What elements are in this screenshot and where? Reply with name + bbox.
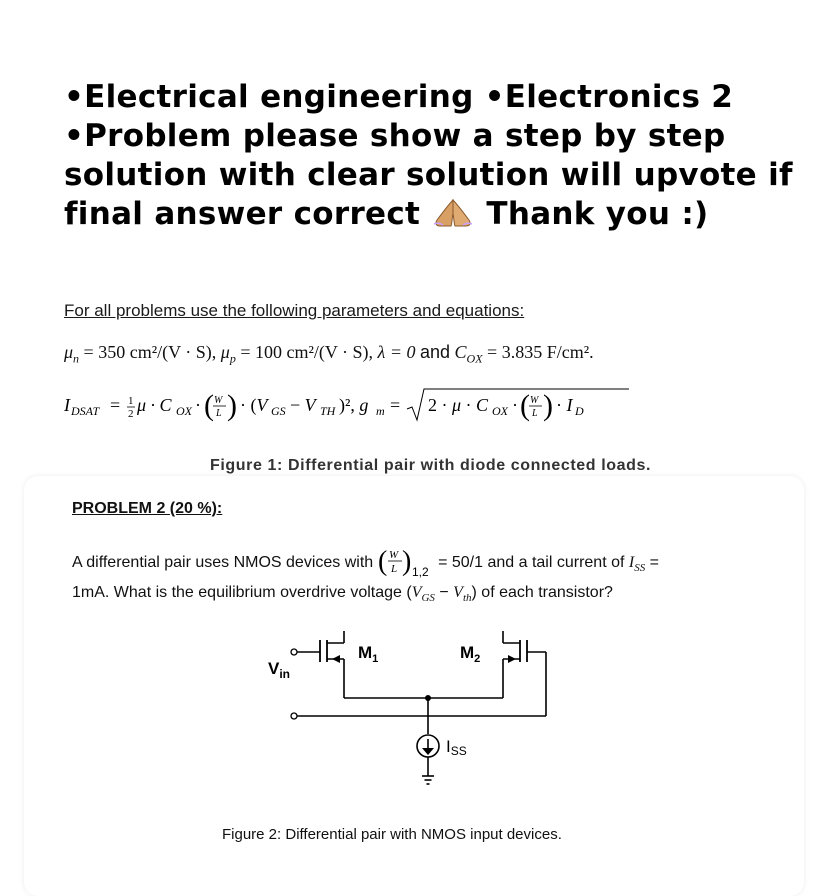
svg-text:· I: · I xyxy=(556,395,573,415)
mu-p-value: 100 cm²/(V · S), xyxy=(254,342,374,362)
question-note xyxy=(64,78,793,234)
problem-statement-line-1: A differential pair uses NMOS devices with ( W L ) 1,2 = 50/1 and a tail current of $I_{SS}$ = xyxy=(72,546,659,579)
vin-label: $V_{in}$ xyxy=(268,659,291,681)
cox-value: = 3.835 F/cm². xyxy=(487,342,594,362)
note-line-4b: Thank you :) xyxy=(486,196,709,232)
svg-text:OX: OX xyxy=(176,404,192,418)
parameters-line: $\mu_n = 350$ cm²/(V · S), $\mu_p = 100$ cm²/(V · S), λ = 0 and $C_{OX} = 3.835$ F/cm². xyxy=(64,342,594,366)
svg-text:L: L xyxy=(532,408,538,419)
svg-text:TH: TH xyxy=(320,404,336,418)
iss-label: ISS xyxy=(446,737,467,758)
m1-label: $M_1$ xyxy=(358,643,379,665)
svg-text:1: 1 xyxy=(128,395,134,407)
svg-text:(: ( xyxy=(204,389,214,422)
m2-label: $M_2$ xyxy=(460,643,481,665)
svg-text:): ) xyxy=(401,546,411,577)
svg-text:=: = xyxy=(390,395,401,415)
svg-text:=: = xyxy=(110,395,121,415)
figure-caption: Figure 2: Differential pair with NMOS input devices. xyxy=(222,826,562,843)
svg-text:W: W xyxy=(214,395,223,406)
parameters-heading: For all problems use the following parameters and equations: xyxy=(64,301,525,320)
current-and-gm-equation xyxy=(64,385,664,425)
svg-text:− V: − V xyxy=(290,395,316,415)
svg-text:): ) xyxy=(543,389,553,422)
svg-text:): ) xyxy=(227,389,237,422)
svg-text:L: L xyxy=(216,408,222,419)
differential-pair-circuit xyxy=(250,628,570,808)
w-over-l-fraction xyxy=(378,546,434,580)
svg-text:·: · xyxy=(195,395,201,415)
note-line-3: solution with clear solution will upvote if xyxy=(64,157,793,193)
svg-text:1,2: 1,2 xyxy=(411,565,429,579)
and-word: and xyxy=(419,342,451,362)
svg-text:2: 2 xyxy=(128,408,134,420)
note-line-4a: final answer correct xyxy=(64,196,421,232)
svg-text:(: ( xyxy=(377,546,387,577)
problem-title: PROBLEM 2 (20 %): xyxy=(72,500,223,517)
svg-text:)², g: )², g xyxy=(339,395,369,415)
svg-text:OX: OX xyxy=(492,404,508,418)
problem-statement-line-2: 1mA. What is the equilibrium overdrive voltage $(V_{GS} - V_{th})$ of each transistor? xyxy=(72,584,613,605)
note-line-4 xyxy=(64,195,784,234)
svg-text:W: W xyxy=(388,549,398,561)
note-line-1: •Electrical engineering •Electronics 2 xyxy=(64,79,734,115)
cutoff-caption: Figure 1: Differential pair with diode connected loads. xyxy=(210,457,652,474)
svg-text:DSAT: DSAT xyxy=(71,404,100,418)
folded-hands-icon xyxy=(431,198,475,228)
svg-text:L: L xyxy=(390,563,397,575)
svg-text:GS: GS xyxy=(271,404,286,418)
svg-text:2 · μ · C: 2 · μ · C xyxy=(428,395,489,415)
svg-text:·: · xyxy=(512,395,518,415)
lambda-value: λ = 0 xyxy=(377,342,416,362)
mu-n-value: 350 cm²/(V · S), xyxy=(98,342,217,362)
svg-text:D: D xyxy=(575,404,584,418)
svg-text:(: ( xyxy=(520,389,530,422)
svg-text:m: m xyxy=(376,404,385,418)
svg-text:μ · C: μ · C xyxy=(137,395,172,415)
svg-text:I: I xyxy=(64,395,70,415)
svg-text:W: W xyxy=(530,395,539,406)
svg-text:· (V: · (V xyxy=(240,395,268,415)
note-line-2: •Problem please show a step by step xyxy=(64,118,726,154)
